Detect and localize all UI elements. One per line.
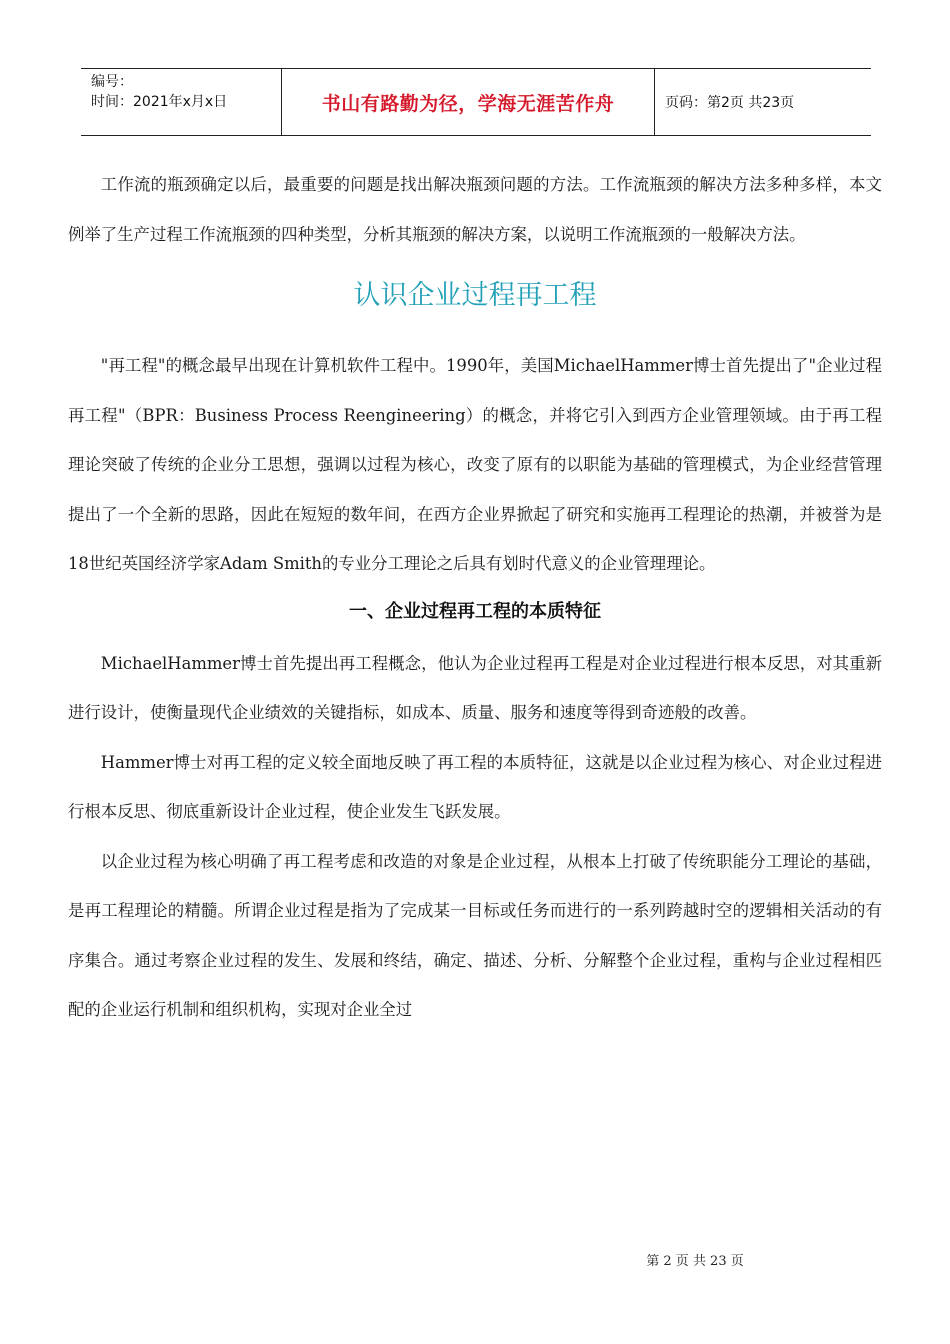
subsection-title: 一、企业过程再工程的本质特征 [349, 600, 601, 622]
paragraph-hammer-definition: MichaelHammer博士首先提出再工程概念，他认为企业过程再工程是对企业过程进行根本反思，对其重新进行设计，使衡量现代企业绩效的关键指标，如成本、质量、服务和速度等得到奇迹般的改善。 [68, 653, 882, 722]
doc-code-label: 编号： [91, 74, 133, 90]
intro-paragraph: 工作流的瓶颈确定以后，最重要的问题是找出解决瓶颈问题的方法。工作流瓶颈的解决方法多种多样，本文例举了生产过程工作流瓶颈的四种类型，分析其瓶颈的解决方案，以说明工作流瓶颈的一般解决方法。 [68, 175, 882, 244]
header-page-info: 页码：第2页 共23页 [665, 95, 795, 111]
header-meta [81, 69, 281, 135]
header-motto: 书山有路勤为径，学海无涯苦作舟 [281, 69, 655, 135]
document-body [68, 160, 882, 1035]
section-title: 认识企业过程再工程 [353, 280, 597, 311]
paragraph-process-core: 以企业过程为核心明确了再工程考虑和改造的对象是企业过程，从根本上打破了传统职能分工理论的基础，是再工程理论的精髓。所谓企业过程是指为了完成某一目标或任务而进行的一系列跨越时空的逻辑相关活动的有序集合。通过考察企业过程的发生、发展和终结，确定、描述、分析、分解整个企业过程，重构与企业过程相匹配的企业运行机制和组织机构，实现对企业全过 [68, 851, 882, 1019]
page-footer [0, 1250, 950, 1269]
paragraph-essential-features: Hammer博士对再工程的定义较全面地反映了再工程的本质特征，这就是以企业过程为核心、对企业过程进行根本反思、彻底重新设计企业过程，使企业发生飞跃发展。 [68, 752, 882, 821]
footer-page-number: 第 2 页 共 23 页 [646, 1254, 744, 1269]
paragraph-bpr-concept: "再工程"的概念最早出现在计算机软件工程中。1990年，美国MichaelHammer博士首先提出了"企业过程再工程"（BPR：Business Process Reengineering）的概念，并将它引入到西方企业管理领域。由于再工程理论突破了传统的企业分工思想，强调以过程为核心，改变了原有的以职能为基础的管理模式，为企业经营管理提出了一个全新的思路，因此在短短的数年间，在西方企业界掀起了研究和实施再工程理论的热潮，并被誉为是18世纪英国经济学家Adam Smith的专业分工理论之后具有划时代意义的企业管理理论。 [68, 356, 882, 573]
document-header [81, 68, 871, 136]
doc-time-label: 时间：2021年x月x日 [91, 94, 228, 110]
